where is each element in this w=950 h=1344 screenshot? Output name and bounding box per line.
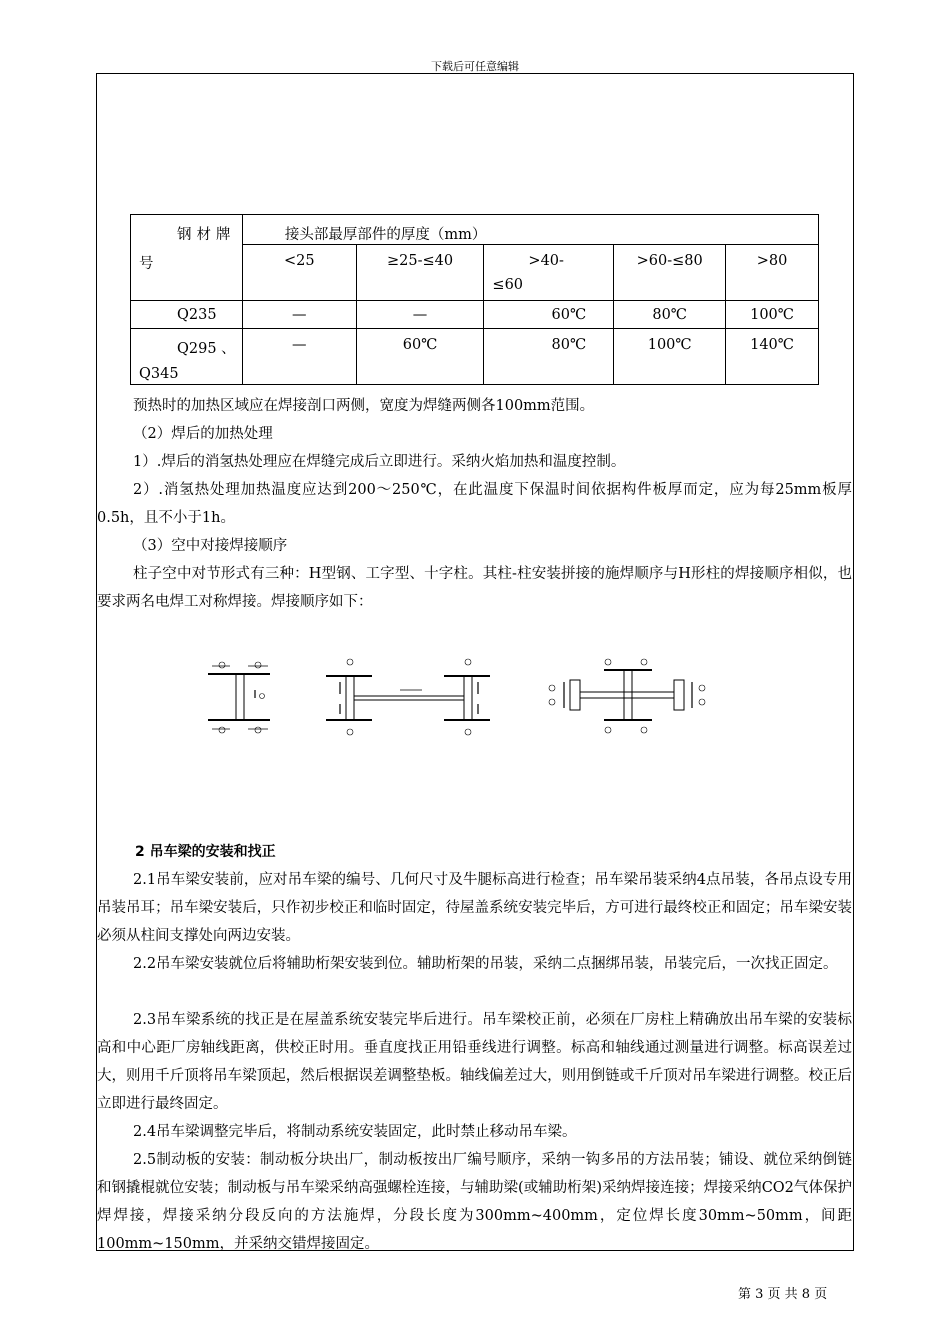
cross-column-sketch bbox=[549, 659, 705, 733]
section-2-5: 2.5制动板的安装：制动板分块出厂，制动板按出厂编号顺序，采纳一钩多吊的方法吊装；铺设、就位采纳倒链和钢撬棍就位安装；制动板与吊车梁采纳高强螺栓连接，与辅助梁(或辅助桁架)采纳焊接连接；焊接采纳CO2气体保护焊焊接，焊接采纳分段反向的方法施焊，分段长度为300mm~400mm，定位焊长度30mm~50mm，间距100mm~150mm，并采纳交错焊接固定。 bbox=[97, 1152, 852, 1252]
welding-sequence-diagram bbox=[200, 652, 720, 740]
thickness-group-header: 接头部最厚部件的厚度（mm） bbox=[242, 215, 818, 245]
thickness-col-header: <25 bbox=[242, 245, 356, 301]
table-row: Q235 — — 60℃ 80℃ 100℃ bbox=[131, 301, 819, 329]
thickness-col-header: >80 bbox=[726, 245, 819, 301]
thickness-col-header: ≥25-≤40 bbox=[356, 245, 484, 301]
post-weld-heading: （2）焊后的加热处理 bbox=[133, 426, 273, 442]
dehydrogenation-text-2: 2）.消氢热处理加热温度应达到200～250℃，在此温度下保温时间依据构件板厚而定，应为每25mm板厚0.5h，且不小于1h。 bbox=[97, 482, 852, 526]
steel-grade-header: 钢材牌 号 bbox=[131, 215, 243, 301]
preheat-area-text: 预热时的加热区域应在焊接剖口两侧，宽度为焊缝两侧各100mm范围。 bbox=[133, 398, 595, 414]
header-note: 下载后可任意编辑 bbox=[431, 60, 519, 73]
thickness-col-header: >60-≤80 bbox=[614, 245, 726, 301]
section-2-1: 2.1吊车梁安装前，应对吊车梁的编号、几何尺寸及牛腿标高进行检查；吊车梁吊装采纳4点吊装，各吊点设专用吊装吊耳；吊车梁安装后，只作初步校正和临时固定，待屋盖系统安装完毕后，方可进行最终校正和固定；吊车梁安装必须从柱间支撑处向两边安装。 bbox=[97, 872, 852, 944]
aerial-welding-heading: （3）空中对接焊接顺序 bbox=[133, 538, 288, 554]
section-2-4: 2.4吊车梁调整完毕后，将制动系统安装固定，此时禁止移动吊车梁。 bbox=[133, 1124, 577, 1140]
dehydrogenation-text-1: 1）.焊后的消氢热处理应在焊缝完成后立即进行。采纳火焰加热和温度控制。 bbox=[133, 454, 626, 470]
section-2-2: 2.2吊车梁安装就位后将辅助桁架安装到位。辅助桁架的吊装，采纳二点捆绑吊装，吊装完后，一次找正固定。 bbox=[133, 956, 838, 972]
column-welding-text: 柱子空中对节形式有三种：H型钢、工字型、十字柱。其柱-柱安装拼接的施焊顺序与H形柱的焊接顺序相似，也要求两名电焊工对称焊接。焊接顺序如下： bbox=[97, 566, 852, 610]
section-2-3: 2.3吊车梁系统的找正是在屋盖系统安装完毕后进行。吊车梁校正前，必须在厂房柱上精确放出吊车梁的安装标高和中心距厂房轴线距离，供校正时用。垂直度找正用铅垂线进行调整。标高和轴线通过测量进行调整。标高误差过大，则用千斤顶将吊车梁顶起，然后根据误差调整垫板。轴线偏差过大，则用倒链或千斤顶对吊车梁进行调整。校正后立即进行最终固定。 bbox=[97, 1012, 852, 1112]
page-number: 第 3 页 共 8 页 bbox=[738, 1287, 828, 1302]
double-h-sketch bbox=[326, 659, 490, 735]
section-2-title: 2 吊车梁的安装和找正 bbox=[135, 844, 276, 860]
thickness-col-header: >40- ≤60 bbox=[484, 245, 614, 301]
preheat-temperature-table bbox=[130, 214, 819, 385]
table-row: Q295 、 Q345 — 60℃ 80℃ 100℃ 140℃ bbox=[131, 329, 819, 385]
h-section-sketch bbox=[208, 662, 270, 733]
